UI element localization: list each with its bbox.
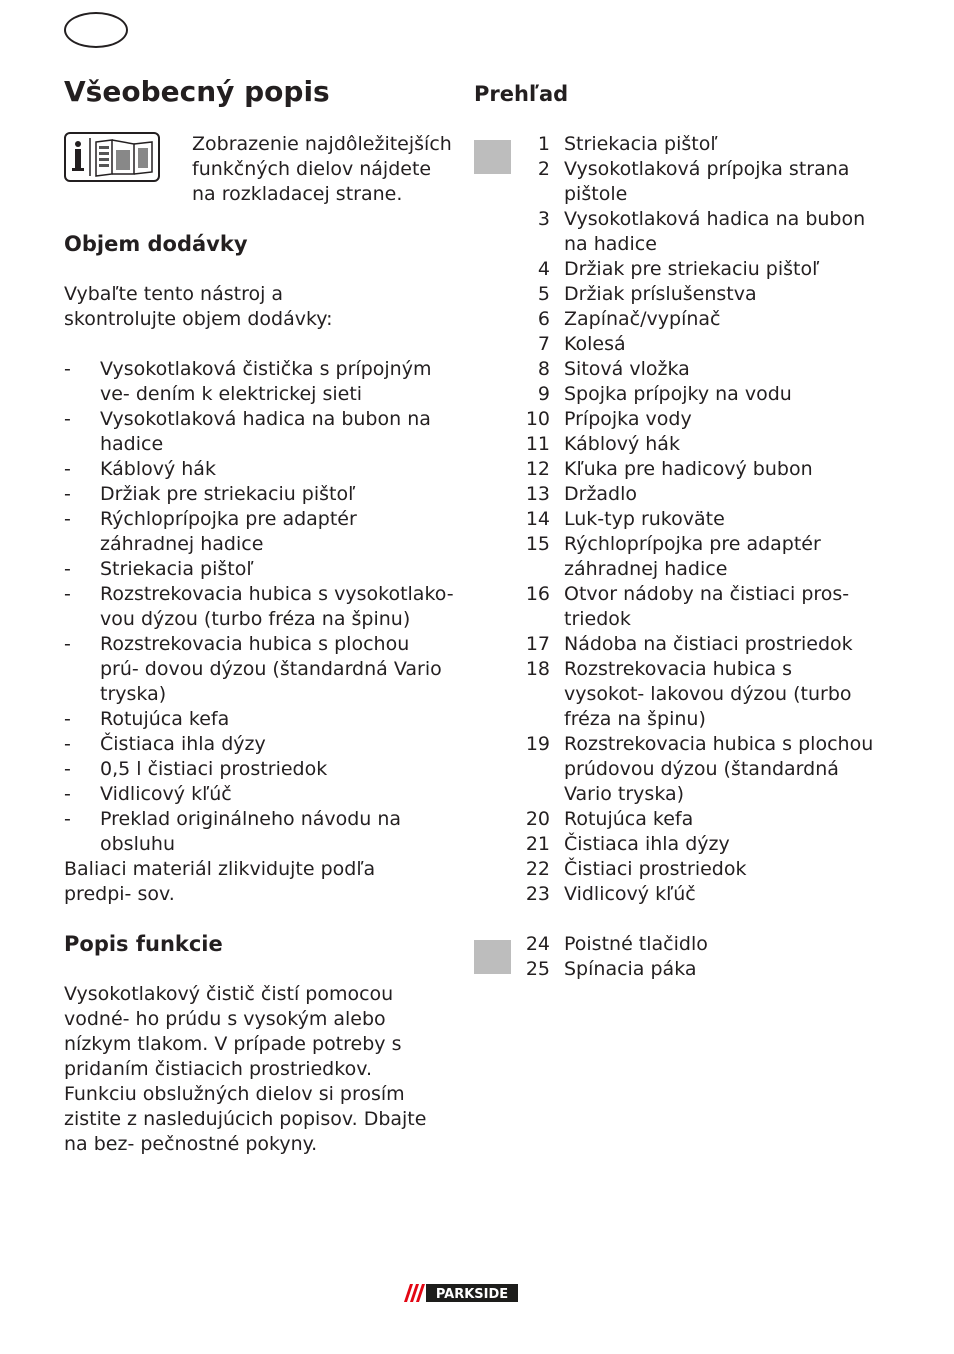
list-item: 10 Prípojka vody — [525, 408, 692, 430]
delivery-heading: Objem dodávky — [64, 232, 248, 256]
list-item: 6 Zapínač/vypínač — [537, 308, 721, 330]
list-item: 11 Káblový hák — [525, 433, 680, 455]
list-item: 9 Spojka prípojky na vodu — [537, 383, 792, 405]
list-item: - Vysokotlaková hadica na bubon na hadice — [64, 408, 431, 455]
list-item: 25 Spínacia páka — [525, 958, 697, 980]
function-text-2: Funkciu obslužných dielov si prosím zistite z nasledujúcich popisov. Dbajte na bez- pečnostné pokyny. — [64, 1083, 427, 1155]
list-item: 17 Nádoba na čistiaci prostriedok — [525, 633, 853, 655]
list-item: 3 Vysokotlaková hadica na bubon na hadice — [537, 208, 866, 255]
figure-marker-box — [474, 940, 511, 974]
list-item: 8 Sitová vložka — [537, 358, 690, 380]
list-item: 19 Rozstrekovacia hubica s plochou prúdovou dýzou (štandardná Vario tryska) — [525, 733, 874, 805]
info-text: Zobrazenie najdôležitejších funkčných dielov nájdete na rozkladacej strane. — [192, 133, 452, 205]
delivery-list — [64, 357, 454, 857]
figure-marker-box — [474, 140, 511, 174]
list-item: - Vysokotlaková čistička s prípojným ve- dením k elektrickej sieti — [64, 358, 432, 405]
list-item: 22 Čistiaci prostriedok — [525, 858, 747, 880]
list-item: 21 Čistiaca ihla dýzy — [525, 833, 730, 855]
list-item: - Rotujúca kefa — [64, 708, 230, 730]
overview-heading: Prehľad — [474, 82, 569, 106]
list-item: - 0,5 l čistiaci prostriedok — [64, 758, 328, 780]
list-item: 15 Rýchloprípojka pre adaptér záhradnej hadice — [525, 533, 821, 580]
list-item: 16 Otvor nádoby na čistiaci pros- triedok — [525, 583, 850, 630]
overview-list — [516, 132, 876, 907]
list-item: - Preklad originálneho návodu na obsluhu — [64, 808, 402, 855]
page-title: Všeobecný popis — [64, 75, 330, 108]
function-heading: Popis funkcie — [64, 932, 223, 956]
list-item: 23 Vidlicový kľúč — [525, 883, 696, 905]
list-item: 12 Kľuka pre hadicový bubon — [525, 458, 813, 480]
list-item: - Rozstrekovacia hubica s vysokotlako- vou dýzou (turbo fréza na špinu) — [64, 583, 454, 630]
list-item: 2 Vysokotlaková prípojka strana pištole — [537, 158, 850, 205]
overview-list-2 — [516, 932, 876, 982]
list-item: - Striekacia pištoľ — [64, 558, 254, 580]
list-item: 20 Rotujúca kefa — [525, 808, 694, 830]
delivery-intro: Vybaľte tento nástroj a skontrolujte objem dodávky: — [64, 283, 333, 330]
list-item: - Rýchloprípojka pre adaptér záhradnej hadice — [64, 508, 357, 555]
list-item: 13 Držadlo — [525, 483, 638, 505]
packaging-text: Baliaci materiál zlikvidujte podľa predpi- sov. — [64, 858, 376, 905]
list-item: 24 Poistné tlačidlo — [525, 933, 708, 955]
parkside-logo — [402, 1284, 518, 1302]
list-item: 18 Rozstrekovacia hubica s vysokot- lakovou dýzou (turbo fréza na špinu) — [525, 658, 852, 730]
list-item: 7 Kolesá — [537, 333, 626, 355]
list-item: 14 Luk-typ rukoväte — [525, 508, 725, 530]
list-item: 5 Držiak príslušenstva — [537, 283, 757, 305]
function-text-1: Vysokotlakový čistič čistí pomocou vodné- ho prúdu s vysokým alebo nízkym tlakom. V prípade potreby s pridaním čistiacich prostriedkov. — [64, 983, 402, 1080]
list-item: - Rozstrekovacia hubica s plochou prú- dovou dýzou (štandardná Vario tryska) — [64, 633, 442, 705]
list-item: - Káblový hák — [64, 458, 216, 480]
list-item: - Čistiaca ihla dýzy — [64, 733, 266, 755]
language-badge — [64, 12, 128, 48]
list-item: - Držiak pre striekaciu pištoľ — [64, 483, 356, 505]
list-item: 4 Držiak pre striekaciu pištoľ — [537, 258, 820, 280]
svg-text:PARKSIDE: PARKSIDE — [435, 1287, 509, 1302]
info-book-icon — [64, 132, 160, 182]
list-item: 1 Striekacia pištoľ — [537, 133, 718, 155]
list-item: - Vidlicový kľúč — [64, 783, 232, 805]
